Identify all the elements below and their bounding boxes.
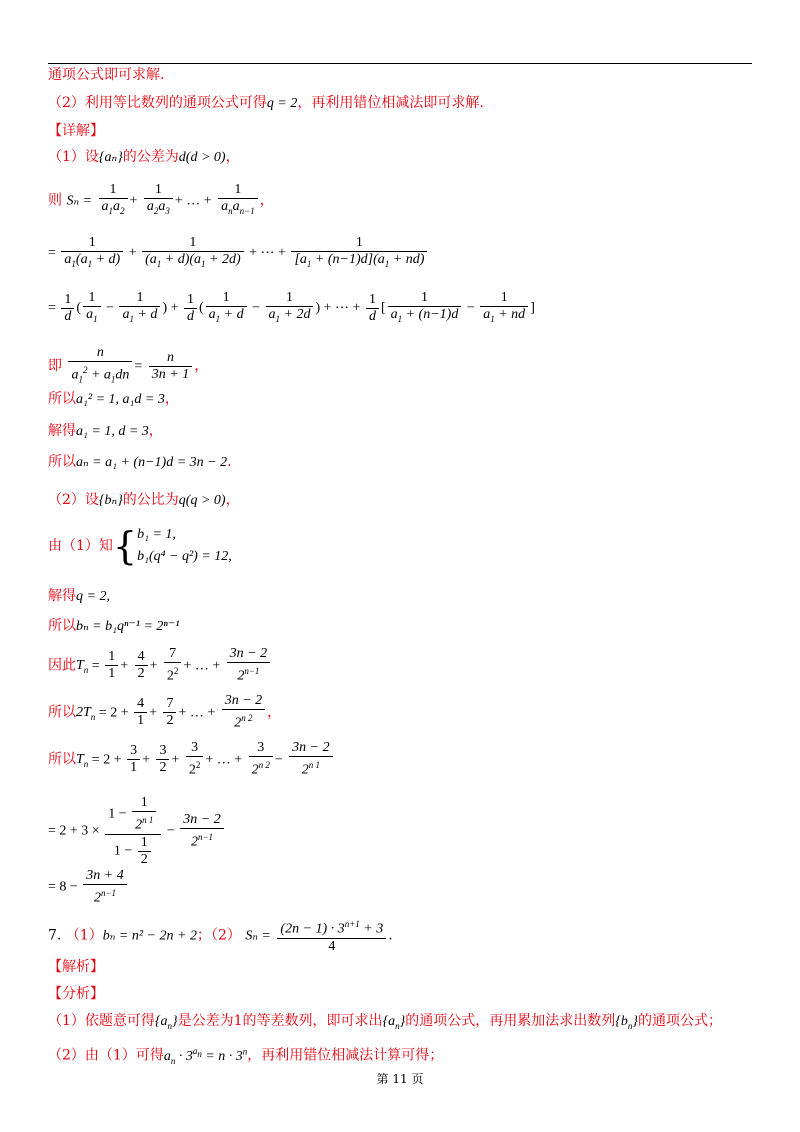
two-tn-line: 所以$2T_n = 2$ + $\frac{4}{1}$ + $\frac{7}{2}$ + … + $\frac{3n - 2}{2^{n 2}}$ ， — [48, 693, 282, 731]
eq-bn: bₙ = b₁qⁿ⁻¹ = 2ⁿ⁻¹ — [76, 619, 180, 634]
exp2-c: $\frac{1}{a_1 + d}$ — [206, 290, 247, 327]
q7-part2-label: ；（2） — [196, 927, 241, 944]
tn-diff-line: 所以$T_n = 2$ + $\frac{3}{1}$ + $\frac{3}{2}$ + $\frac{3}{2^2}$ + … + $\frac{3}{2^{n 2}}$ − $\frac{3n - 2}{2^{n 1}}$ — [48, 740, 335, 779]
suoyi-label: 所以 — [48, 391, 76, 407]
q7-answer-line: 7. （1）bₙ = n² − 2n + 2；（2） Sₙ = $\frac{(2n - 1) \cdot 3^{n+1} + 3}{4}$ . — [48, 916, 393, 955]
sn-expansion-2: = $\frac{1}{d}$ ( $\frac{1}{a_1}$ − $\frac{1}{a_1 + d}$ ) + $\frac{1}{d}$ ( $\frac{1}{a_1 + d}$ − $\frac{1}{a_1 + 2d}$ ) + ⋯ + $\frac{1}{d}$ [ $\frac{1}{a_1 + (n-1)d}$ − $\frac{1}{a_1 + nd}$ ] — [48, 290, 535, 327]
f2-b: ，再利用错位相减法计算可得； — [247, 1047, 444, 1064]
f1-d: 的通项公式； — [638, 1013, 722, 1029]
tn-line: 因此$T_n$ = $\frac{1}{1}$ + $\frac{4}{2}$ + $\frac{7}{2^2}$ + … + $\frac{3n - 2}{2^{n-1}}$ — [48, 646, 272, 685]
suoyi-label: 所以 — [48, 618, 76, 634]
sn-expansion-1: = $\frac{1}{a_1(a_1 + d)}$ + $\frac{1}{(a_1 + d)(a_1 + 2d)}$ + ⋯ + $\frac{1}{[a_1 + (n-1)d](a_1 + nd)}$ — [48, 235, 429, 272]
ji-frac-right: $\frac{n}{3n + 1}$ — [149, 350, 192, 383]
geo-tail-frac: $\frac{3n - 2}{2^{n-1}}$ — [180, 812, 223, 851]
exp2-b: $\frac{1}{a_1 + d}$ — [119, 290, 160, 327]
fenxi-2: （2）由（1）可得$a_n \cdot 3^{a_n} = n \cdot 3^n$，再利用错位相减法计算可得； — [48, 1046, 444, 1066]
sn-frac-n: $\frac{1}{a_na_{n-1}}$ — [218, 182, 258, 219]
fenxi-heading: 【分析】 — [48, 986, 104, 1002]
tn-frac-1: $\frac{1}{1}$ — [105, 649, 118, 682]
suoyi-label: 所以 — [48, 704, 76, 721]
two-tn-frac-n: $\frac{3n - 2}{2^{n 2}}$ — [222, 693, 265, 732]
exp2-coef-1: $\frac{1}{d}$ — [61, 292, 74, 325]
system-line — [48, 524, 232, 568]
ji-label: 即 — [48, 358, 62, 375]
jiede-label: 解得 — [48, 423, 76, 439]
exp2-coef-n: $\frac{1}{d}$ — [366, 292, 379, 325]
p2-math-bn: {bₙ} — [98, 493, 123, 508]
part2-hint-suffix: ，再利用错位相减法即可求解. — [297, 95, 484, 111]
sn-frac-2: $\frac{1}{a_2a_3}$ — [144, 182, 173, 219]
f1-a: （1）依题意可得 — [48, 1013, 155, 1029]
q7-part1-label: （1） — [65, 927, 103, 944]
suoyi-a1d: 所以a₁² = 1, a₁d = 3， — [48, 391, 179, 407]
p2-end: ， — [225, 492, 240, 508]
f1-b: 是公差为1的等差数列，即可求出 — [177, 1013, 383, 1029]
q7-number: 7. — [48, 927, 62, 944]
sn-prefix: 则 — [48, 192, 62, 209]
yinci-label: 因此 — [48, 657, 76, 674]
f2-a: （2）由（1）可得 — [48, 1047, 164, 1064]
jiede-q — [48, 587, 110, 606]
exp2-e: $\frac{1}{a_1 + (n-1)d}$ — [388, 290, 462, 327]
jiexi-heading: 【解析】 — [48, 959, 104, 975]
exp2-d: $\frac{1}{a_1 + 2d}$ — [266, 290, 314, 327]
p2-prefix: （2）设 — [48, 492, 99, 508]
sn-lhs: Sₙ = — [66, 193, 93, 209]
p1-mid: 的公差为 — [122, 149, 179, 165]
sn-line: 则 Sₙ = $\frac{1}{a_1a_2}$ + $\frac{1}{a_2a_3}$ + … + $\frac{1}{a_na_{n-1}}$ ， — [48, 182, 274, 219]
q7-sn-frac: $\frac{(2n - 1) \cdot 3^{n+1} + 3}{4}$ — [277, 916, 386, 955]
suoyi-label: 所以 — [48, 454, 76, 470]
ji-frac-left: $\frac{n}{a_1^2 + a_1dn}$ — [68, 345, 132, 387]
page-footer: 第 11 页 — [376, 1072, 424, 1086]
exp1-frac-1: $\frac{1}{a_1(a_1 + d)}$ — [61, 235, 123, 272]
diff-frac-n: $\frac{3}{2^{n 2}}$ — [249, 740, 273, 779]
two-tn-frac-2: $\frac{7}{2}$ — [163, 696, 176, 729]
suoyi-bn — [48, 617, 179, 636]
tn-final-line: = 8 − $\frac{3n + 4}{2^{n-1}}$ — [48, 868, 129, 907]
p1-prefix: （1）设 — [48, 149, 99, 165]
diff-frac-2: $\frac{3}{2}$ — [156, 743, 169, 776]
jiede-label: 解得 — [48, 588, 76, 604]
exp2-coef-2: $\frac{1}{d}$ — [184, 292, 197, 325]
p2-mid: 的公比为 — [122, 492, 179, 508]
final-frac: $\frac{3n + 4}{2^{n-1}}$ — [83, 868, 126, 907]
eq-a1d: a₁² = 1, a₁d = 3 — [76, 392, 165, 407]
two-tn-frac-1: $\frac{4}{1}$ — [134, 696, 147, 729]
intro-tail: 通项公式即可求解. — [48, 67, 165, 83]
ji-line: 即 $\frac{n}{a_1^2 + a_1dn}$ = $\frac{n}{3n + 1}$ ， — [48, 345, 208, 387]
p1-setup — [48, 148, 240, 167]
diff-frac-1: $\frac{3}{1}$ — [127, 743, 140, 776]
p1-math-an: {aₙ} — [98, 150, 123, 165]
sys-eq-1: b₁ = 1, — [137, 527, 176, 542]
detail-heading: 【详解】 — [48, 123, 104, 139]
diff-frac-last: $\frac{3n - 2}{2^{n 1}}$ — [289, 740, 332, 779]
part2-hint — [48, 94, 484, 113]
exp2-f: $\frac{1}{a_1 + nd}$ — [480, 290, 528, 327]
p2-math-q: q(q > 0) — [178, 493, 226, 508]
header-rule — [48, 63, 752, 64]
part2-hint-math: q = 2 — [266, 96, 298, 111]
brace-icon: { — [112, 524, 138, 568]
exp1-frac-2: $\frac{1}{(a_1 + d)(a_1 + 2d)}$ — [142, 235, 244, 272]
tn-frac-n: $\frac{3n - 2}{2^{n-1}}$ — [227, 646, 270, 685]
tn-frac-3: $\frac{7}{2^2}$ — [164, 646, 182, 685]
eq-q: q = 2, — [76, 589, 110, 604]
geo-big-frac: 1 − $\frac{1}{2^{n 1}}$ 1 − $\frac{1}{2}$ — [105, 795, 161, 868]
eq-a1: a₁ = 1, d = 3 — [76, 424, 149, 439]
f1-c: 的通项公式，再用累加法求出数列 — [405, 1013, 616, 1029]
you1-label: 由（1）知 — [48, 538, 113, 554]
tn-frac-2: $\frac{4}{2}$ — [135, 649, 148, 682]
q7-bn: bₙ = n² − 2n + 2 — [102, 928, 197, 944]
sys-eq-2: b₁(q⁴ − q²) = 12, — [137, 549, 232, 564]
q7-sn-lhs: Sₙ = — [245, 928, 271, 944]
suoyi-an: 所以aₙ = a₁ + (n−1)d = 3n − 2. — [48, 454, 232, 470]
suoyi-label: 所以 — [48, 751, 76, 768]
sn-frac-1: $\frac{1}{a_1a_2}$ — [99, 182, 128, 219]
p2-setup — [48, 491, 240, 510]
p1-math-d: d(d > 0) — [178, 150, 226, 165]
diff-frac-3: $\frac{3}{2^2}$ — [186, 740, 204, 779]
p1-end: ， — [225, 149, 240, 165]
geo-sum-line: = 2 + 3 × 1 − $\frac{1}{2^{n 1}}$ 1 − $\frac{1}{2}$ − $\frac{3n - 2}{2^{n-1}}$ — [48, 795, 226, 868]
jiede-a1: 解得a₁ = 1, d = 3， — [48, 423, 163, 439]
system-eqs — [137, 524, 232, 568]
eq-an: aₙ = a₁ + (n−1)d = 3n − 2 — [76, 455, 228, 470]
fenxi-1: （1）依题意可得$\{a_n\}$是公差为1的等差数列，即可求出$\{a_n\}$的通项公式，再用累加法求出数列$\{b_n\}$的通项公式； — [48, 1013, 722, 1031]
exp1-frac-n: $\frac{1}{[a_1 + (n-1)d](a_1 + nd)}$ — [291, 235, 427, 272]
exp2-a: $\frac{1}{a_1}$ — [83, 290, 101, 327]
part2-hint-prefix: （2）利用等比数列的通项公式可得 — [48, 95, 267, 111]
